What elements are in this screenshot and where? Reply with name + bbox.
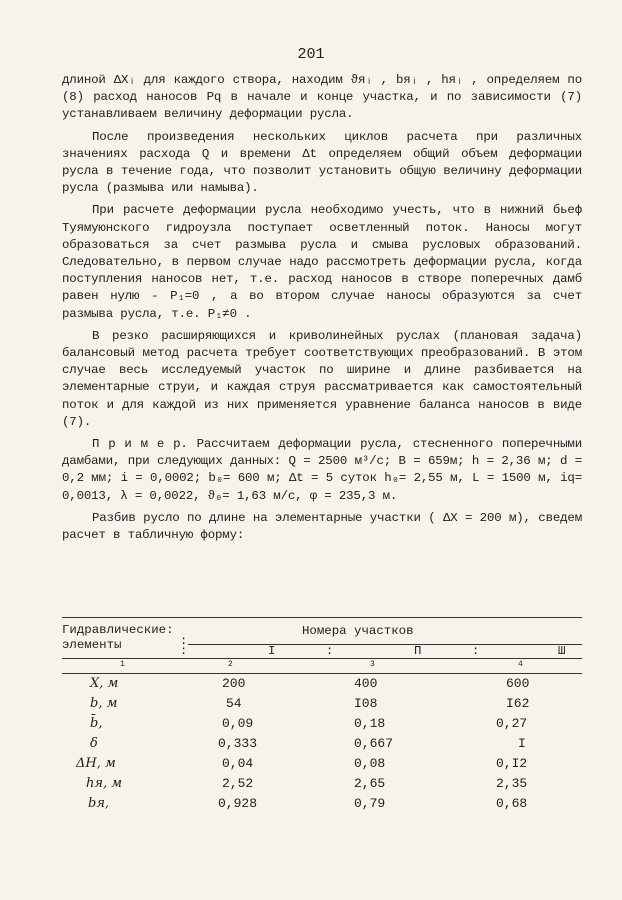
cell: 2,65 bbox=[354, 776, 386, 791]
col-number-2: 2 bbox=[228, 660, 233, 669]
cell: 0,928 bbox=[218, 796, 258, 811]
cell: 0,04 bbox=[222, 756, 254, 771]
cell: 600 bbox=[506, 676, 530, 691]
colon-separator: : : bbox=[180, 634, 188, 658]
row-label: b, м bbox=[90, 696, 118, 711]
paragraph-table-intro: Разбив русло по длине на элементарные участки ( ΔX = 200 м), сведем расчет в табличную форму: bbox=[62, 510, 582, 543]
cell: 54 bbox=[226, 696, 242, 711]
cell: 0,68 bbox=[496, 796, 528, 811]
colon-separator: : bbox=[326, 644, 334, 658]
roman-1: I bbox=[268, 644, 276, 658]
cell: I62 bbox=[506, 696, 530, 711]
col-number-4: 4 bbox=[518, 660, 523, 669]
column-number-row bbox=[62, 659, 582, 673]
cell: 0,I2 bbox=[496, 756, 528, 771]
roman-3: Ш bbox=[558, 644, 566, 658]
row-label: X, м bbox=[90, 676, 119, 691]
cell: I bbox=[518, 736, 526, 751]
cell: 2,52 bbox=[222, 776, 254, 791]
cell: 0,667 bbox=[354, 736, 394, 751]
row-label: b̄, bbox=[90, 716, 103, 731]
row-label: hя, м bbox=[86, 776, 123, 791]
cell: 0,08 bbox=[354, 756, 386, 771]
paragraph-example: П р и м е р. Рассчитаем деформации русла, стесненного поперечными дамбами, при следующих данных: Q = 2500 м³/с; B = 659м; h = 2,36 м; d = 0,2 мм; i = 0,0002; b₀= 600 м; Δt = 5 суток h₀= 2,55 м, L = 1500 м, iq= 0,0013, λ = 0,0022, ϑ₀= 1,63 м/с, φ = 235,3 м. bbox=[62, 437, 582, 503]
table-row bbox=[62, 774, 582, 794]
group-header: Номера участков bbox=[302, 624, 414, 638]
page-number: 201 bbox=[297, 46, 325, 63]
table-row bbox=[62, 674, 582, 694]
cell: 0,27 bbox=[496, 716, 528, 731]
col-number-1: 1 bbox=[120, 660, 125, 669]
group-rule bbox=[188, 644, 582, 645]
colon-separator: : bbox=[472, 644, 480, 658]
cell: I08 bbox=[354, 696, 378, 711]
body-text bbox=[62, 72, 582, 549]
cell: 0,333 bbox=[218, 736, 258, 751]
data-table bbox=[62, 617, 582, 814]
paragraph-1: длиной ΔXᵢ для каждого створа, находим ϑяᵢ , bяᵢ , hяᵢ , определяем по (8) расход наносов Pq в начале и конце участка, и по зависимости (7) устанавливаем величину деформации русла. bbox=[62, 73, 582, 122]
row-label: ΔH, м bbox=[76, 756, 116, 771]
table-header bbox=[62, 618, 582, 658]
cell: 2,35 bbox=[496, 776, 528, 791]
paragraph-2: После произведения нескольких циклов расчета при различных значениях расхода Q и времени Δt определяем общий объем деформации русла в течение года, что позволит установить общую величину деформации русла (размыва или намыва). bbox=[62, 129, 582, 196]
row-label: δ bbox=[90, 736, 98, 751]
col-number-3: 3 bbox=[370, 660, 375, 669]
cell: 0,79 bbox=[354, 796, 386, 811]
row-label: bя, bbox=[88, 796, 110, 811]
cell: 200 bbox=[222, 676, 246, 691]
table-row bbox=[62, 754, 582, 774]
table-row bbox=[62, 794, 582, 814]
table-row bbox=[62, 694, 582, 714]
table-row bbox=[62, 734, 582, 754]
paragraph-4: В резко расширяющихся и криволинейных руслах (плановая задача) балансовый метод расчета требует соответствующих преобразований. В этом случае весь исследуемый участок по ширине и длине разбивается на элементарные струи, и каждая струя рассматривается как самостоятельный поток и для каждой из них применяется уравнение баланса наносов в виде (7). bbox=[62, 328, 582, 429]
cell: 400 bbox=[354, 676, 378, 691]
roman-2: П bbox=[414, 644, 422, 658]
cell: 0,09 bbox=[222, 716, 254, 731]
paragraph-3: При расчете деформации русла необходимо учесть, что в нижний бьеф Туямуюнского гидроузла поступает осветленный поток. Наносы могут образоваться за счет размыва русла и смыва русловых образований. Следовательно, в первом случае надо рассмотреть деформации русла, когда поступления наносов нет, т.е. расход наносов в створе поперечных дамб равен нулю - P₁=0 , а во втором случае наносы образуются за счет размыва русла, т.е. P₁≠0 . bbox=[62, 203, 582, 321]
cell: 0,18 bbox=[354, 716, 386, 731]
col0-header: Гидравлические: элементы bbox=[62, 623, 174, 652]
table-row bbox=[62, 714, 582, 734]
